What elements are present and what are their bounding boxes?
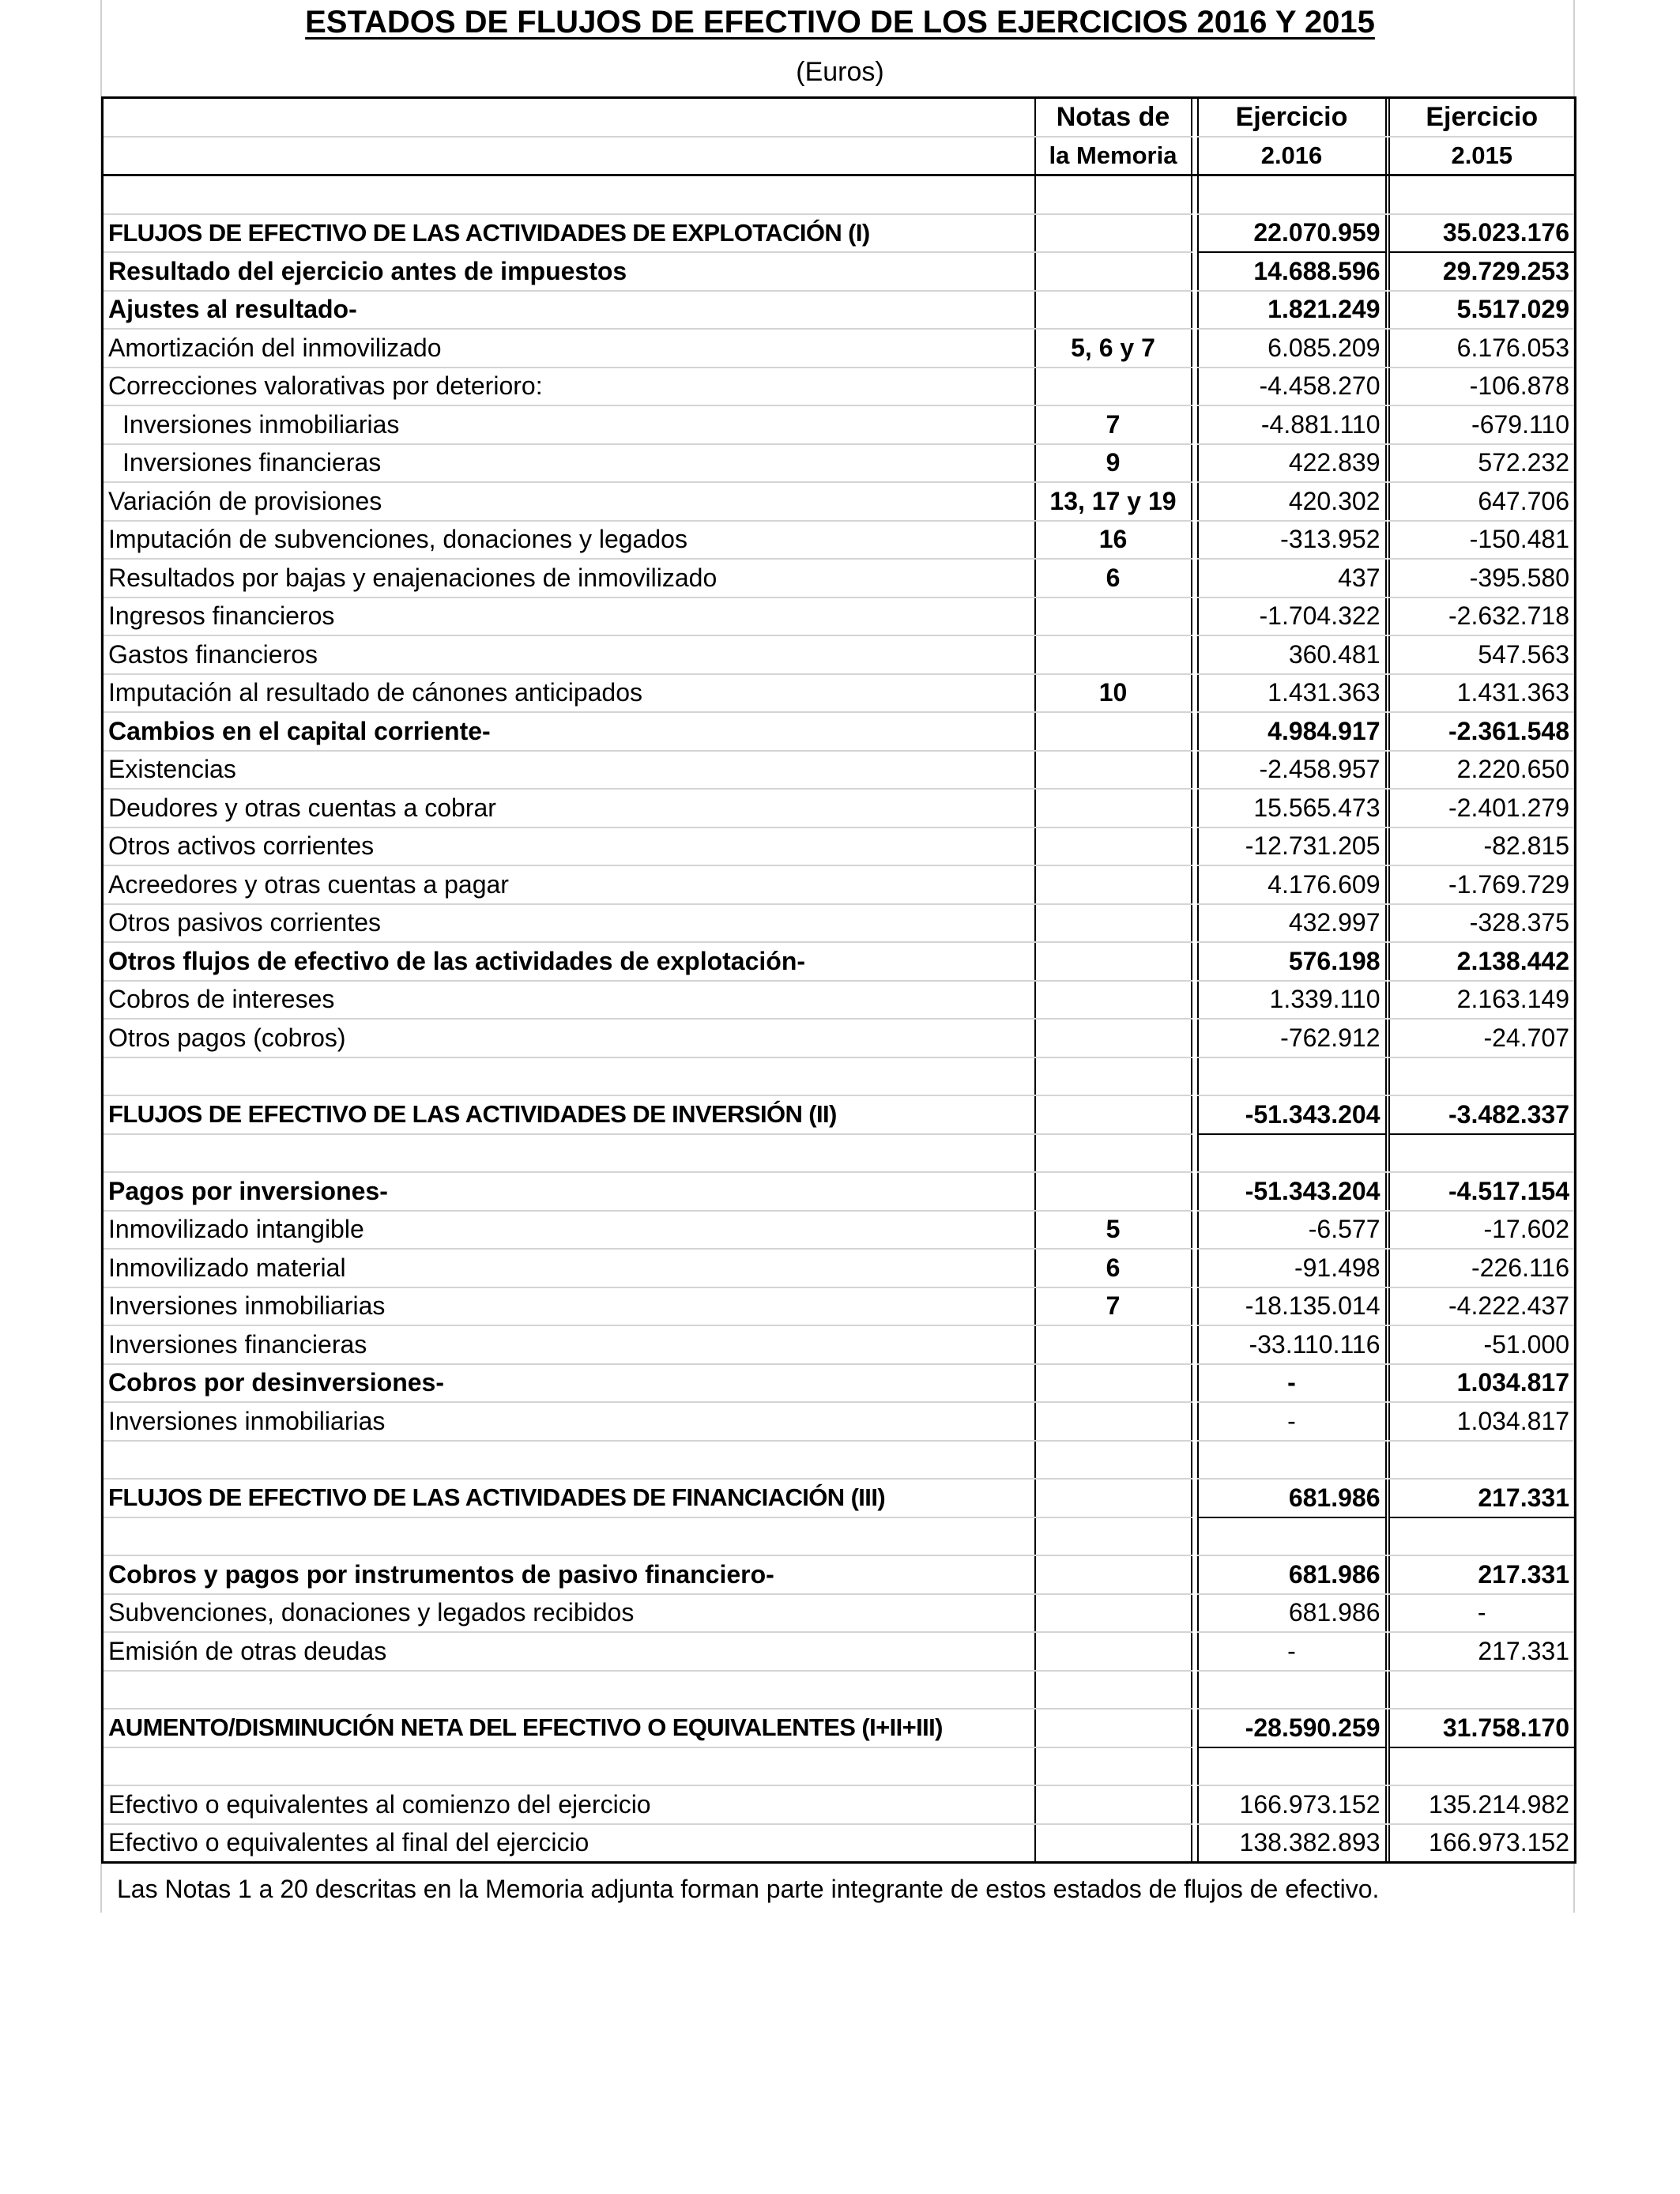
row-notes: 7	[1035, 405, 1192, 444]
column-gap	[1192, 1709, 1198, 1747]
row-notes	[1035, 1632, 1192, 1671]
row-value-2015: -2.361.548	[1389, 712, 1576, 751]
row-notes	[1035, 1019, 1192, 1057]
table-body	[103, 175, 1576, 1863]
row-notes: 7	[1035, 1287, 1192, 1326]
row-notes	[1035, 1709, 1192, 1747]
row-notes	[1035, 1325, 1192, 1364]
row-value-2016: 15.565.473	[1198, 789, 1386, 827]
row-notes	[1035, 214, 1192, 253]
row-label: Inversiones inmobiliarias	[103, 1287, 1035, 1326]
row-value-2016: -6.577	[1198, 1211, 1386, 1250]
row-value-2016: -762.912	[1198, 1019, 1386, 1057]
row-label	[103, 1441, 1035, 1480]
row-value-2016: -12.731.205	[1198, 827, 1386, 866]
column-gap	[1192, 598, 1198, 636]
row-value-2015: -106.878	[1389, 368, 1576, 406]
column-gap	[1192, 674, 1198, 713]
row-notes	[1035, 904, 1192, 943]
row-value-2015: 1.431.363	[1389, 674, 1576, 713]
row-value-2015: -679.110	[1389, 405, 1576, 444]
row-value-2015: 35.023.176	[1389, 214, 1576, 253]
row-value-2016: -	[1198, 1402, 1386, 1441]
row-notes	[1035, 598, 1192, 636]
table-row	[103, 444, 1576, 483]
table-row	[103, 674, 1576, 713]
row-notes	[1035, 1095, 1192, 1134]
column-gap	[1192, 1594, 1198, 1633]
column-gap	[1192, 291, 1198, 330]
table-row	[103, 291, 1576, 330]
row-value-2016: -4.458.270	[1198, 368, 1386, 406]
row-value-2016: -18.135.014	[1198, 1287, 1386, 1326]
table-row	[103, 1402, 1576, 1441]
row-value-2015: 29.729.253	[1389, 252, 1576, 291]
row-value-2016: -91.498	[1198, 1249, 1386, 1287]
column-gap	[1192, 1632, 1198, 1671]
row-value-2016: 420.302	[1198, 482, 1386, 521]
table-row	[103, 1134, 1576, 1173]
table-row	[103, 981, 1576, 1020]
row-label: Resultados por bajas y enajenaciones de inmovilizado	[103, 559, 1035, 598]
row-label	[103, 1517, 1035, 1556]
row-value-2015: 647.706	[1389, 482, 1576, 521]
column-gap	[1192, 1211, 1198, 1250]
row-label: Correcciones valorativas por deterioro:	[103, 368, 1035, 406]
table-row	[103, 789, 1576, 827]
row-value-2016: 1.431.363	[1198, 674, 1386, 713]
column-gap	[1192, 904, 1198, 943]
row-label: Ajustes al resultado-	[103, 291, 1035, 330]
row-label: Acreedores y otras cuentas a pagar	[103, 865, 1035, 904]
row-label: Efectivo o equivalentes al final del ejercicio	[103, 1824, 1035, 1863]
column-gap	[1192, 1287, 1198, 1326]
row-notes: 6	[1035, 559, 1192, 598]
column-gap	[1192, 789, 1198, 827]
column-gap	[1192, 1057, 1198, 1096]
column-gap	[1192, 751, 1198, 790]
row-value-2016: -2.458.957	[1198, 751, 1386, 790]
row-notes	[1035, 1057, 1192, 1096]
footnote: Las Notas 1 a 20 descritas en la Memoria adjunta forman parte integrante de estos estados de flujos de efectivo.	[117, 1875, 1380, 1903]
row-value-2015: -328.375	[1389, 904, 1576, 943]
row-value-2016: 681.986	[1198, 1555, 1386, 1594]
header-2015-line2: 2.015	[1389, 137, 1576, 175]
row-label: Resultado del ejercicio antes de impuestos	[103, 252, 1035, 291]
column-gap	[1192, 712, 1198, 751]
row-notes	[1035, 942, 1192, 981]
row-value-2015: 31.758.170	[1389, 1709, 1576, 1747]
row-label: Inversiones financieras	[103, 1325, 1035, 1364]
column-gap	[1192, 1325, 1198, 1364]
row-notes: 9	[1035, 444, 1192, 483]
row-value-2015: 217.331	[1389, 1555, 1576, 1594]
row-label: Variación de provisiones	[103, 482, 1035, 521]
row-label: Imputación al resultado de cánones anticipados	[103, 674, 1035, 713]
header-notes-line1: Notas de	[1035, 98, 1192, 137]
header-row-2	[103, 137, 1576, 175]
row-notes	[1035, 1402, 1192, 1441]
column-gap	[1192, 1747, 1198, 1786]
row-value-2015: -82.815	[1389, 827, 1576, 866]
row-value-2015: 572.232	[1389, 444, 1576, 483]
column-gap	[1192, 1785, 1198, 1824]
header-2015-line1: Ejercicio	[1389, 98, 1576, 137]
table-row	[103, 712, 1576, 751]
row-value-2016: -51.343.204	[1198, 1172, 1386, 1211]
row-value-2016: 576.198	[1198, 942, 1386, 981]
column-gap	[1192, 1172, 1198, 1211]
table-row	[103, 751, 1576, 790]
column-gap	[1192, 1095, 1198, 1134]
row-notes	[1035, 1785, 1192, 1824]
table-row	[103, 1057, 1576, 1096]
row-value-2016: -1.704.322	[1198, 598, 1386, 636]
row-value-2016: 1.821.249	[1198, 291, 1386, 330]
table-row	[103, 1785, 1576, 1824]
row-value-2016: 437	[1198, 559, 1386, 598]
row-notes	[1035, 1747, 1192, 1786]
row-value-2016	[1198, 1747, 1386, 1786]
row-notes	[1035, 1671, 1192, 1710]
row-value-2016: 138.382.893	[1198, 1824, 1386, 1863]
header-label-cell	[103, 137, 1035, 175]
row-value-2015	[1389, 1057, 1576, 1096]
row-label: Inversiones financieras	[103, 444, 1035, 483]
row-label: AUMENTO/DISMINUCIÓN NETA DEL EFECTIVO O EQUIVALENTES (I+II+III)	[103, 1709, 1035, 1747]
table-row	[103, 1671, 1576, 1710]
table-row	[103, 1095, 1576, 1134]
row-value-2015	[1389, 175, 1576, 214]
table-row	[103, 1555, 1576, 1594]
column-gap	[1192, 521, 1198, 560]
row-value-2016: 360.481	[1198, 635, 1386, 674]
row-value-2016	[1198, 1671, 1386, 1710]
table-row	[103, 1594, 1576, 1633]
row-notes	[1035, 789, 1192, 827]
row-notes	[1035, 1172, 1192, 1211]
table-row	[103, 1747, 1576, 1786]
row-label: Otros activos corrientes	[103, 827, 1035, 866]
table-row	[103, 482, 1576, 521]
table-row	[103, 942, 1576, 981]
table-row	[103, 635, 1576, 674]
row-label: Ingresos financieros	[103, 598, 1035, 636]
row-notes	[1035, 368, 1192, 406]
row-value-2016: 1.339.110	[1198, 981, 1386, 1020]
row-value-2016: 422.839	[1198, 444, 1386, 483]
row-value-2016: 14.688.596	[1198, 252, 1386, 291]
column-gap	[1192, 981, 1198, 1020]
column-gap	[1192, 1249, 1198, 1287]
row-label: Cobros de intereses	[103, 981, 1035, 1020]
table-row	[103, 1709, 1576, 1747]
row-value-2015: 1.034.817	[1389, 1364, 1576, 1403]
row-value-2016: -33.110.116	[1198, 1325, 1386, 1364]
table-row	[103, 329, 1576, 368]
row-value-2016: -28.590.259	[1198, 1709, 1386, 1747]
row-value-2016: 22.070.959	[1198, 214, 1386, 253]
column-gap	[1192, 865, 1198, 904]
row-value-2015: -2.632.718	[1389, 598, 1576, 636]
table-row	[103, 1632, 1576, 1671]
row-notes: 13, 17 y 19	[1035, 482, 1192, 521]
row-label	[103, 1747, 1035, 1786]
row-value-2015	[1389, 1671, 1576, 1710]
row-value-2016: 166.973.152	[1198, 1785, 1386, 1824]
row-value-2016: 681.986	[1198, 1479, 1386, 1517]
column-gap	[1192, 1441, 1198, 1480]
row-notes	[1035, 1824, 1192, 1863]
column-gap	[1192, 635, 1198, 674]
row-label: Emisión de otras deudas	[103, 1632, 1035, 1671]
row-label: Cobros por desinversiones-	[103, 1364, 1035, 1403]
row-label: Inmovilizado material	[103, 1249, 1035, 1287]
row-value-2015: -51.000	[1389, 1325, 1576, 1364]
table-row	[103, 1824, 1576, 1863]
row-notes	[1035, 751, 1192, 790]
row-value-2015	[1389, 1441, 1576, 1480]
column-gap	[1192, 1555, 1198, 1594]
row-notes: 5, 6 y 7	[1035, 329, 1192, 368]
row-notes	[1035, 1134, 1192, 1173]
row-value-2016: 432.997	[1198, 904, 1386, 943]
row-label: FLUJOS DE EFECTIVO DE LAS ACTIVIDADES DE FINANCIACIÓN (III)	[103, 1479, 1035, 1517]
table-row	[103, 1249, 1576, 1287]
table-row	[103, 368, 1576, 406]
row-label: Existencias	[103, 751, 1035, 790]
row-label	[103, 175, 1035, 214]
row-value-2016: -313.952	[1198, 521, 1386, 560]
row-value-2015: 166.973.152	[1389, 1824, 1576, 1863]
row-notes: 10	[1035, 674, 1192, 713]
table-row	[103, 214, 1576, 253]
header-2016-line2: 2.016	[1198, 137, 1386, 175]
table-row	[103, 1287, 1576, 1326]
row-notes	[1035, 1555, 1192, 1594]
row-value-2015: 2.220.650	[1389, 751, 1576, 790]
row-notes: 6	[1035, 1249, 1192, 1287]
row-notes	[1035, 1517, 1192, 1556]
column-gap	[1192, 444, 1198, 483]
row-label: Amortización del inmovilizado	[103, 329, 1035, 368]
row-label: Otros flujos de efectivo de las actividades de explotación-	[103, 942, 1035, 981]
column-gap	[1192, 1019, 1198, 1057]
row-value-2015: 1.034.817	[1389, 1402, 1576, 1441]
table-row	[103, 1364, 1576, 1403]
column-gap	[1192, 827, 1198, 866]
table-row	[103, 405, 1576, 444]
row-notes	[1035, 865, 1192, 904]
column-gap	[1192, 1517, 1198, 1556]
column-gap	[1192, 1671, 1198, 1710]
row-value-2015: 217.331	[1389, 1479, 1576, 1517]
row-label	[103, 1057, 1035, 1096]
row-value-2015: -4.222.437	[1389, 1287, 1576, 1326]
row-notes	[1035, 1441, 1192, 1480]
row-label: Imputación de subvenciones, donaciones y legados	[103, 521, 1035, 560]
table-row	[103, 1211, 1576, 1250]
page-subtitle: (Euros)	[796, 57, 884, 87]
row-value-2015: 2.138.442	[1389, 942, 1576, 981]
row-value-2016	[1198, 175, 1386, 214]
column-gap	[1192, 329, 1198, 368]
row-value-2015: 217.331	[1389, 1632, 1576, 1671]
row-notes	[1035, 827, 1192, 866]
column-gap	[1192, 1479, 1198, 1517]
row-label: Efectivo o equivalentes al comienzo del ejercicio	[103, 1785, 1035, 1824]
row-label: Otros pasivos corrientes	[103, 904, 1035, 943]
row-value-2015: 2.163.149	[1389, 981, 1576, 1020]
table-row	[103, 827, 1576, 866]
row-value-2015: -24.707	[1389, 1019, 1576, 1057]
column-gap	[1192, 942, 1198, 981]
row-value-2015: -1.769.729	[1389, 865, 1576, 904]
row-label: Deudores y otras cuentas a cobrar	[103, 789, 1035, 827]
row-notes: 5	[1035, 1211, 1192, 1250]
row-value-2015: -4.517.154	[1389, 1172, 1576, 1211]
row-label: Cobros y pagos por instrumentos de pasivo financiero-	[103, 1555, 1035, 1594]
row-value-2016: 4.984.917	[1198, 712, 1386, 751]
row-value-2015: -2.401.279	[1389, 789, 1576, 827]
row-notes	[1035, 252, 1192, 291]
header-notes-line2: la Memoria	[1035, 137, 1192, 175]
row-value-2016	[1198, 1441, 1386, 1480]
column-gap	[1192, 1402, 1198, 1441]
row-label: Pagos por inversiones-	[103, 1172, 1035, 1211]
table-row	[103, 559, 1576, 598]
table-row	[103, 598, 1576, 636]
row-label: Gastos financieros	[103, 635, 1035, 674]
header-2016-line1: Ejercicio	[1198, 98, 1386, 137]
row-label: Inmovilizado intangible	[103, 1211, 1035, 1250]
table-row	[103, 521, 1576, 560]
row-value-2015	[1389, 1517, 1576, 1556]
table-row	[103, 904, 1576, 943]
row-value-2015	[1389, 1747, 1576, 1786]
column-gap	[1192, 175, 1198, 214]
row-value-2015: -226.116	[1389, 1249, 1576, 1287]
row-label: Inversiones inmobiliarias	[103, 405, 1035, 444]
table-row	[103, 252, 1576, 291]
row-value-2016: 681.986	[1198, 1594, 1386, 1633]
row-value-2016: 4.176.609	[1198, 865, 1386, 904]
row-value-2016	[1198, 1134, 1386, 1173]
column-gap	[1192, 482, 1198, 521]
cash-flow-table	[101, 96, 1576, 1864]
column-gap	[1192, 368, 1198, 406]
table-row	[103, 1441, 1576, 1480]
row-label: Cambios en el capital corriente-	[103, 712, 1035, 751]
row-notes	[1035, 175, 1192, 214]
table-row	[103, 1517, 1576, 1556]
header-label-cell	[103, 98, 1035, 137]
column-gap	[1192, 1134, 1198, 1173]
row-notes	[1035, 291, 1192, 330]
table-row	[103, 865, 1576, 904]
row-value-2015: -3.482.337	[1389, 1095, 1576, 1134]
row-value-2016: -	[1198, 1364, 1386, 1403]
row-label	[103, 1671, 1035, 1710]
row-label: Otros pagos (cobros)	[103, 1019, 1035, 1057]
row-notes	[1035, 981, 1192, 1020]
page-title-text: ESTADOS DE FLUJOS DE EFECTIVO DE LOS EJERCICIOS 2016 Y 2015	[305, 5, 1375, 40]
table-row	[103, 1479, 1576, 1517]
row-value-2016	[1198, 1517, 1386, 1556]
row-value-2015: 5.517.029	[1389, 291, 1576, 330]
row-label: Inversiones inmobiliarias	[103, 1402, 1035, 1441]
page-title	[0, 5, 1680, 40]
row-value-2015: -	[1389, 1594, 1576, 1633]
row-value-2016: -4.881.110	[1198, 405, 1386, 444]
column-gap	[1192, 559, 1198, 598]
row-value-2015: -17.602	[1389, 1211, 1576, 1250]
row-notes	[1035, 1594, 1192, 1633]
table-row	[103, 1172, 1576, 1211]
column-gap	[1192, 252, 1198, 291]
table-row	[103, 175, 1576, 214]
row-value-2016	[1198, 1057, 1386, 1096]
row-value-2015: 135.214.982	[1389, 1785, 1576, 1824]
row-notes	[1035, 635, 1192, 674]
row-value-2016: -51.343.204	[1198, 1095, 1386, 1134]
row-value-2015	[1389, 1134, 1576, 1173]
table-row	[103, 1019, 1576, 1057]
table-row	[103, 1325, 1576, 1364]
row-value-2015: -150.481	[1389, 521, 1576, 560]
row-label: FLUJOS DE EFECTIVO DE LAS ACTIVIDADES DE EXPLOTACIÓN (I)	[103, 214, 1035, 253]
row-value-2015: -395.580	[1389, 559, 1576, 598]
column-gap	[1192, 1364, 1198, 1403]
row-label	[103, 1134, 1035, 1173]
row-value-2015: 547.563	[1389, 635, 1576, 674]
row-notes: 16	[1035, 521, 1192, 560]
row-label: FLUJOS DE EFECTIVO DE LAS ACTIVIDADES DE INVERSIÓN (II)	[103, 1095, 1035, 1134]
header-row-1	[103, 98, 1576, 137]
row-notes	[1035, 1479, 1192, 1517]
row-value-2015: 6.176.053	[1389, 329, 1576, 368]
row-value-2016: 6.085.209	[1198, 329, 1386, 368]
row-label: Subvenciones, donaciones y legados recibidos	[103, 1594, 1035, 1633]
row-notes	[1035, 712, 1192, 751]
row-value-2016: -	[1198, 1632, 1386, 1671]
column-gap	[1192, 1824, 1198, 1863]
column-gap	[1192, 214, 1198, 253]
row-notes	[1035, 1364, 1192, 1403]
column-gap	[1192, 405, 1198, 444]
